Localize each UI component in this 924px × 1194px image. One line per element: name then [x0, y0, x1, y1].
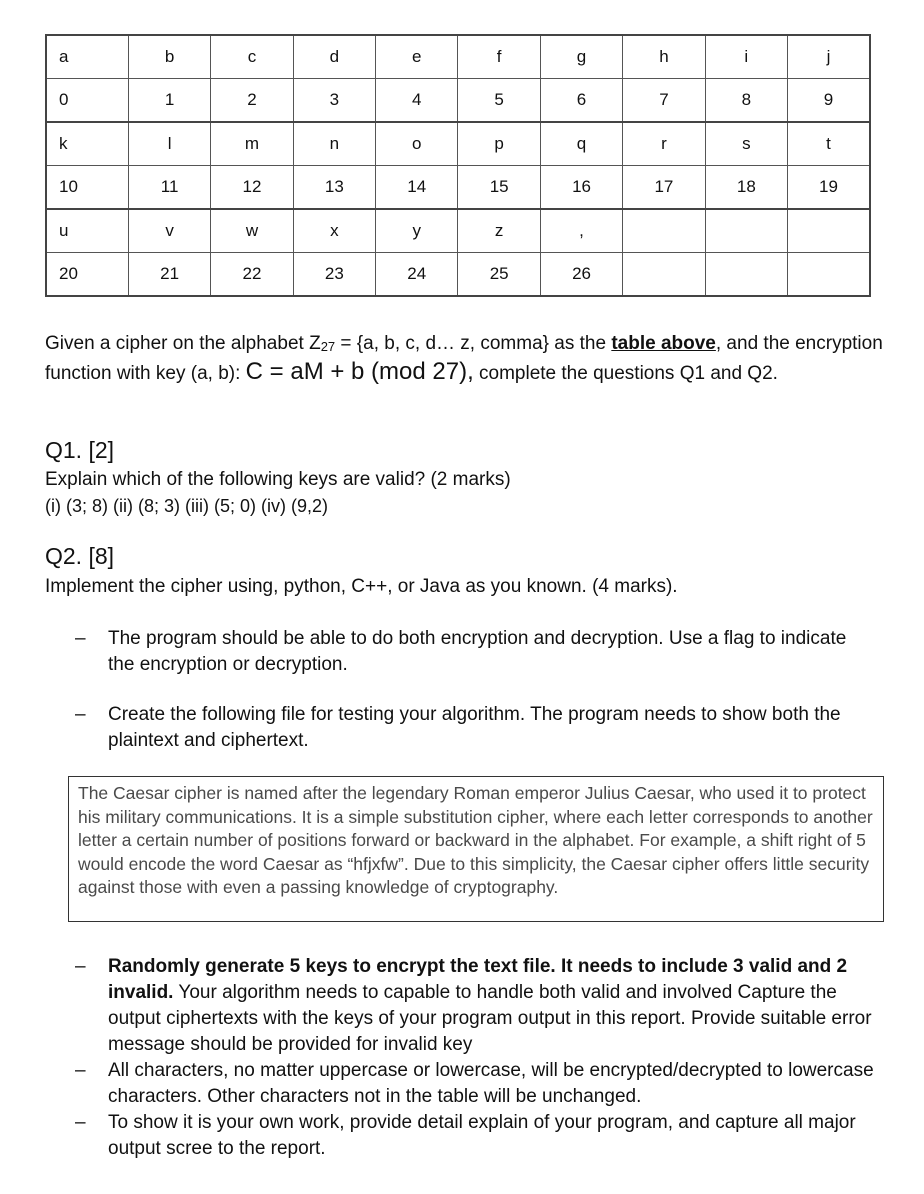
table-cell: l: [128, 122, 210, 166]
table-cell: 7: [623, 79, 705, 123]
sample-text-box: The Caesar cipher is named after the legendary Roman emperor Julius Caesar, who used it to protect his military communications. It is a simple substitution cipher, where each letter corresponds to another letter a certain number of positions forward or backward in the alphabet. For example, a shift right of 5 would encode the word Caesar as “hfjxfw”. Due to this simplicity, the Caesar cipher offers little security against those with even a passing knowledge of cryptography.: [68, 776, 884, 922]
requirements-list-a: [75, 626, 875, 754]
table-cell: t: [788, 122, 870, 166]
table-cell: 2: [211, 79, 293, 123]
table-cell: 0: [46, 79, 128, 123]
table-cell: 11: [128, 166, 210, 210]
table-cell: [705, 209, 787, 253]
table-row: [46, 35, 870, 79]
table-cell: 6: [540, 79, 622, 123]
table-cell: [623, 209, 705, 253]
table-row: [46, 209, 870, 253]
table-cell: r: [623, 122, 705, 166]
table-cell: 23: [293, 253, 375, 297]
table-cell: a: [46, 35, 128, 79]
table-cell: v: [128, 209, 210, 253]
q2-instruction: Implement the cipher using, python, C++, or Java as you known. (4 marks).: [45, 576, 678, 597]
dash-bullet: –: [75, 1112, 86, 1133]
table-cell: q: [540, 122, 622, 166]
table-cell: y: [376, 209, 458, 253]
table-cell: [623, 253, 705, 297]
table-cell: m: [211, 122, 293, 166]
table-cell: 25: [458, 253, 540, 297]
table-cell: 21: [128, 253, 210, 297]
table-row: [46, 122, 870, 166]
table-row: [46, 79, 870, 123]
q1-keys: (i) (3; 8) (ii) (8; 3) (iii) (5; 0) (iv) (9,2): [45, 496, 328, 516]
alphabet-table: [45, 34, 871, 297]
table-cell: 22: [211, 253, 293, 297]
q1-question: Explain which of the following keys are valid? (2 marks): [45, 469, 511, 490]
table-cell: 1: [128, 79, 210, 123]
table-cell: ,: [540, 209, 622, 253]
list-item: – Create the following file for testing your algorithm. The program needs to show both the plaintext and ciphertext.: [75, 704, 841, 751]
table-cell: 8: [705, 79, 787, 123]
table-cell: 15: [458, 166, 540, 210]
table-cell: o: [376, 122, 458, 166]
table-cell: 26: [540, 253, 622, 297]
table-cell: 5: [458, 79, 540, 123]
table-cell: 18: [705, 166, 787, 210]
table-cell: 3: [293, 79, 375, 123]
q1-body: [45, 467, 511, 519]
list-item: – The program should be able to do both encryption and decryption. Use a flag to indicate the encryption or decryption.: [75, 628, 847, 675]
list-item: – To show it is your own work, provide detail explain of your program, and capture all major output scree to the report.: [75, 1112, 856, 1159]
list-item: – All characters, no matter uppercase or lowercase, will be encrypted/decrypted to lowercase characters. Other characters not in the table will be unchanged.: [75, 1060, 874, 1107]
dash-bullet: –: [75, 1060, 86, 1081]
table-cell: 4: [376, 79, 458, 123]
table-cell: 14: [376, 166, 458, 210]
table-cell: 9: [788, 79, 870, 123]
table-row: [46, 166, 870, 210]
table-cell: z: [458, 209, 540, 253]
table-cell: 19: [788, 166, 870, 210]
table-cell: u: [46, 209, 128, 253]
table-cell: i: [705, 35, 787, 79]
table-cell: d: [293, 35, 375, 79]
table-cell: e: [376, 35, 458, 79]
table-cell: k: [46, 122, 128, 166]
table-cell: f: [458, 35, 540, 79]
intro-paragraph: Given a cipher on the alphabet $Z_{27} = \{a$, b, c, d… z, comma} as the table above, and the encryption function with key (a, b): C = aM + b (mod 27), complete the questions Q1 and Q2.: [45, 333, 883, 385]
table-cell: 10: [46, 166, 128, 210]
dash-bullet: –: [75, 956, 86, 977]
table-cell: [705, 253, 787, 297]
table-cell: p: [458, 122, 540, 166]
table-cell: j: [788, 35, 870, 79]
table-cell: c: [211, 35, 293, 79]
table-cell: n: [293, 122, 375, 166]
q2-heading: Q2. [8]: [45, 543, 115, 569]
encryption-formula: C = aM + b (mod 27),: [245, 358, 474, 385]
table-above-link: table above: [611, 333, 716, 354]
table-cell: [788, 253, 870, 297]
table-row: [46, 253, 870, 297]
q1-heading: Q1. [2]: [45, 437, 115, 463]
table-cell: 12: [211, 166, 293, 210]
table-cell: [788, 209, 870, 253]
table-cell: h: [623, 35, 705, 79]
table-cell: x: [293, 209, 375, 253]
table-cell: 20: [46, 253, 128, 297]
dash-bullet: –: [75, 628, 86, 649]
table-cell: b: [128, 35, 210, 79]
table-cell: 24: [376, 253, 458, 297]
requirements-list-b: [75, 954, 875, 1162]
table-cell: w: [211, 209, 293, 253]
table-cell: 16: [540, 166, 622, 210]
table-cell: g: [540, 35, 622, 79]
table-cell: 17: [623, 166, 705, 210]
list-item: – Randomly generate 5 keys to encrypt the text file. It needs to include 3 valid and 2 invalid. Your algorithm needs to capable to handle both valid and involved Capture the output ciphertexts with the keys of your program output in this report. Provide suitable error message should be provided for invalid key: [75, 956, 872, 1055]
table-cell: 13: [293, 166, 375, 210]
table-cell: s: [705, 122, 787, 166]
dash-bullet: –: [75, 704, 86, 725]
